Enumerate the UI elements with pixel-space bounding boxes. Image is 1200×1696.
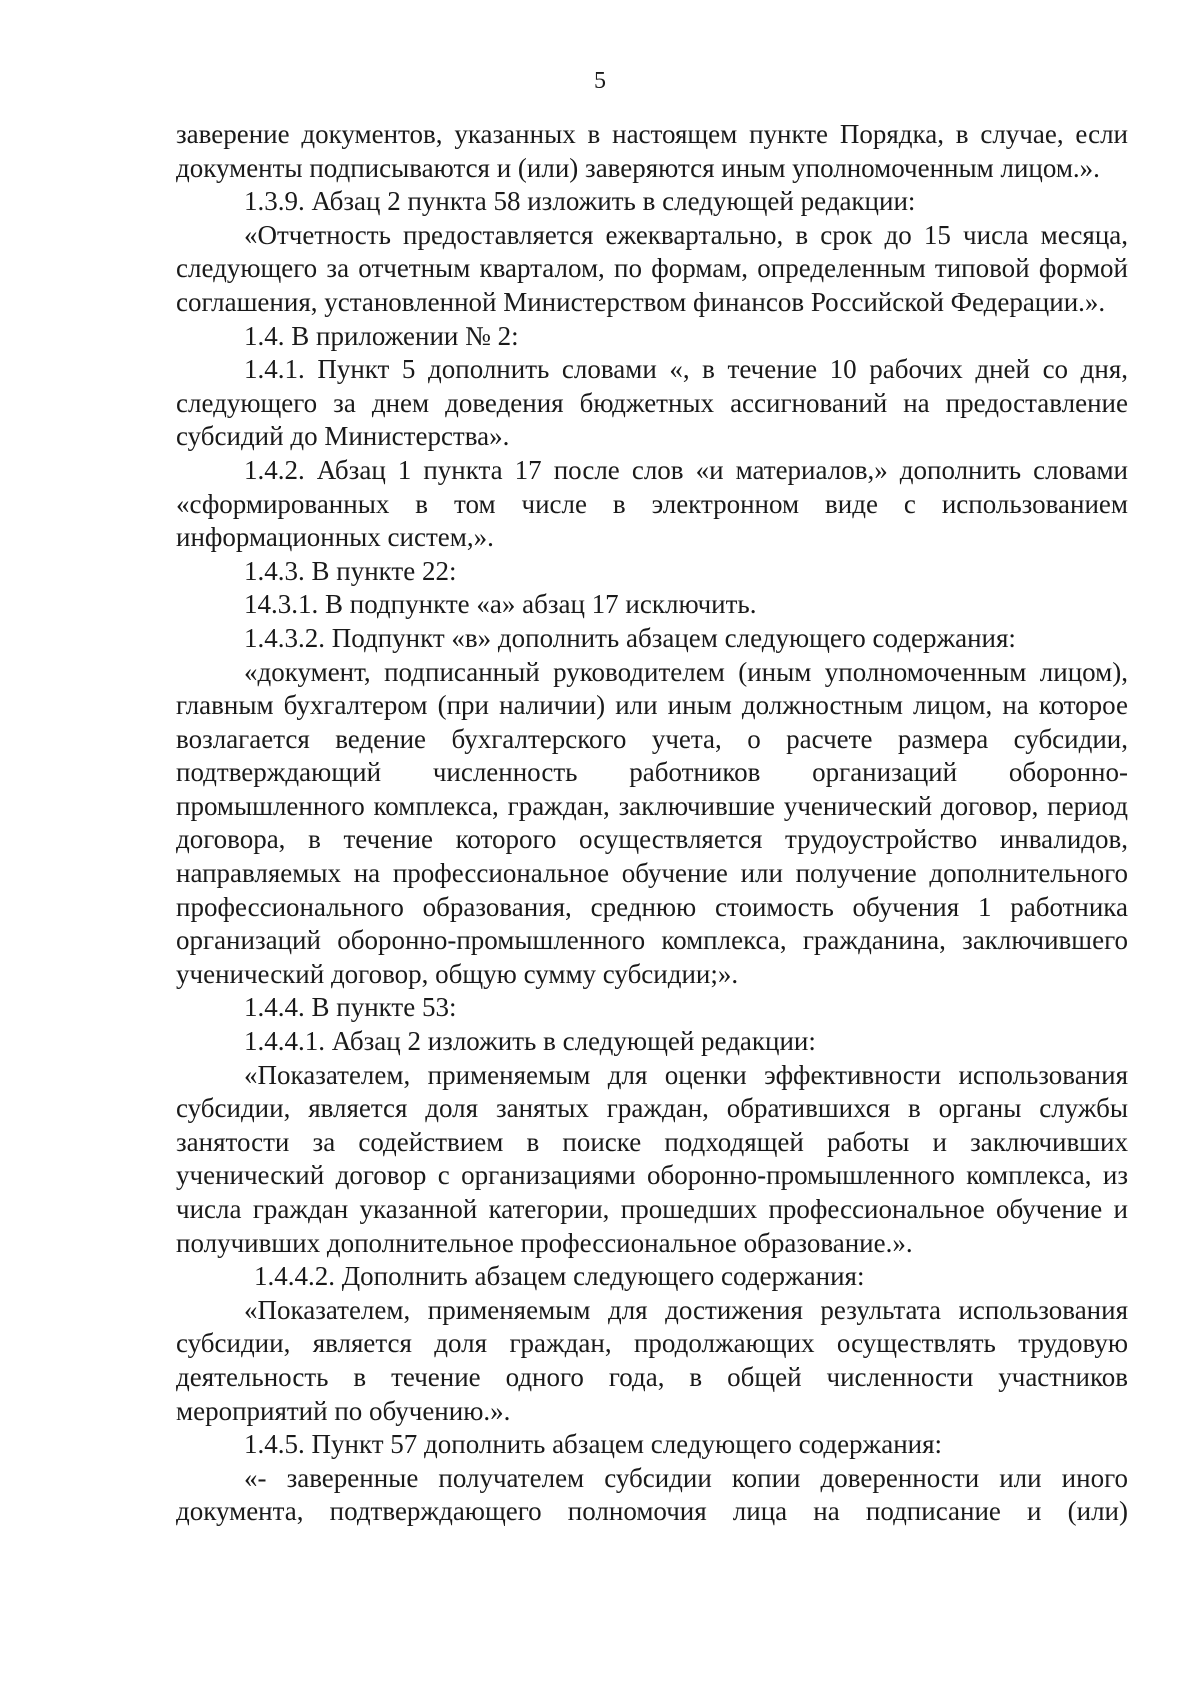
paragraph: «документ, подписанный руководителем (иным уполномоченным лицом), главным бухгалтером (при наличии) или иным должностным лицом, на которое возлагается ведение бухгалтерского учета, о расчете размера субсидии, подтверждающий численность работников организаций оборонно-промышленного комплекса, граждан, заключившие ученический договор, период договора, в течение которого осуществляется трудоустройство инвалидов, направляемых на профессиональное обучение или получение дополнительного профессионального образования, среднюю стоимость обучения 1 работника организаций оборонно-промышленного комплекса, гражданина, заключившего ученический договор, общую сумму субсидии;». [176,656,1128,989]
document-body [176,118,1128,1529]
paragraph: 1.4.3. В пункте 22: [244,555,457,586]
page-number: 5 [594,68,606,94]
paragraph: «Показателем, применяемым для достижения результата использования субсидии, является доля граждан, продолжающих осуществлять трудовую деятельность в течение одного года, в общей численности участников мероприятий по обучению.». [176,1294,1128,1426]
paragraph: 1.4.4. В пункте 53: [244,992,457,1023]
paragraph: 1.4.4.2. Дополнить абзацем следующего содержания: [254,1261,865,1292]
paragraph: 14.3.1. В подпункте «а» абзац 17 исключить. [244,589,757,620]
paragraph: 1.4.1. Пункт 5 дополнить словами «, в течение 10 рабочих дней со дня, следующего за днем доведения бюджетных ассигнований на предоставление субсидий до Министерства». [176,354,1128,452]
paragraph: 1.4. В приложении № 2: [244,320,519,351]
paragraph: 1.3.9. Абзац 2 пункта 58 изложить в следующей редакции: [244,186,916,217]
paragraph: «Отчетность предоставляется ежеквартально, в срок до 15 числа месяца, следующего за отчетным кварталом, по формам, определенным типовой формой соглашения, установленной Министерством финансов Российской Федерации.». [176,219,1128,317]
paragraph: 1.4.2. Абзац 1 пункта 17 после слов «и материалов,» дополнить словами «сформированных в том числе в электронном виде с использованием информационных систем,». [176,454,1128,553]
paragraph: 1.4.5. Пункт 57 дополнить абзацем следующего содержания: [244,1429,943,1460]
paragraph: «- заверенные получателем субсидии копии доверенности или иного документа, подтверждающего полномочия лица на подписание и (или) [176,1462,1128,1527]
paragraph: «Показателем, применяемым для оценки эффективности использования субсидии, является доля занятых граждан, обратившихся в органы службы занятости за содействием в поиске подходящей работы и заключивших ученический договор с организациями оборонно-промышленного комплекса, из числа граждан указанной категории, прошедших профессиональное обучение и получивших дополнительное профессиональное образование.». [176,1059,1128,1258]
paragraph: 1.4.3.2. Подпункт «в» дополнить абзацем следующего содержания: [244,622,1016,653]
paragraph: заверение документов, указанных в настоящем пункте Порядка, в случае, если документы подписываются и (или) заверяются иным уполномоченным лицом.». [176,119,1128,183]
paragraph: 1.4.4.1. Абзац 2 изложить в следующей редакции: [244,1026,816,1057]
